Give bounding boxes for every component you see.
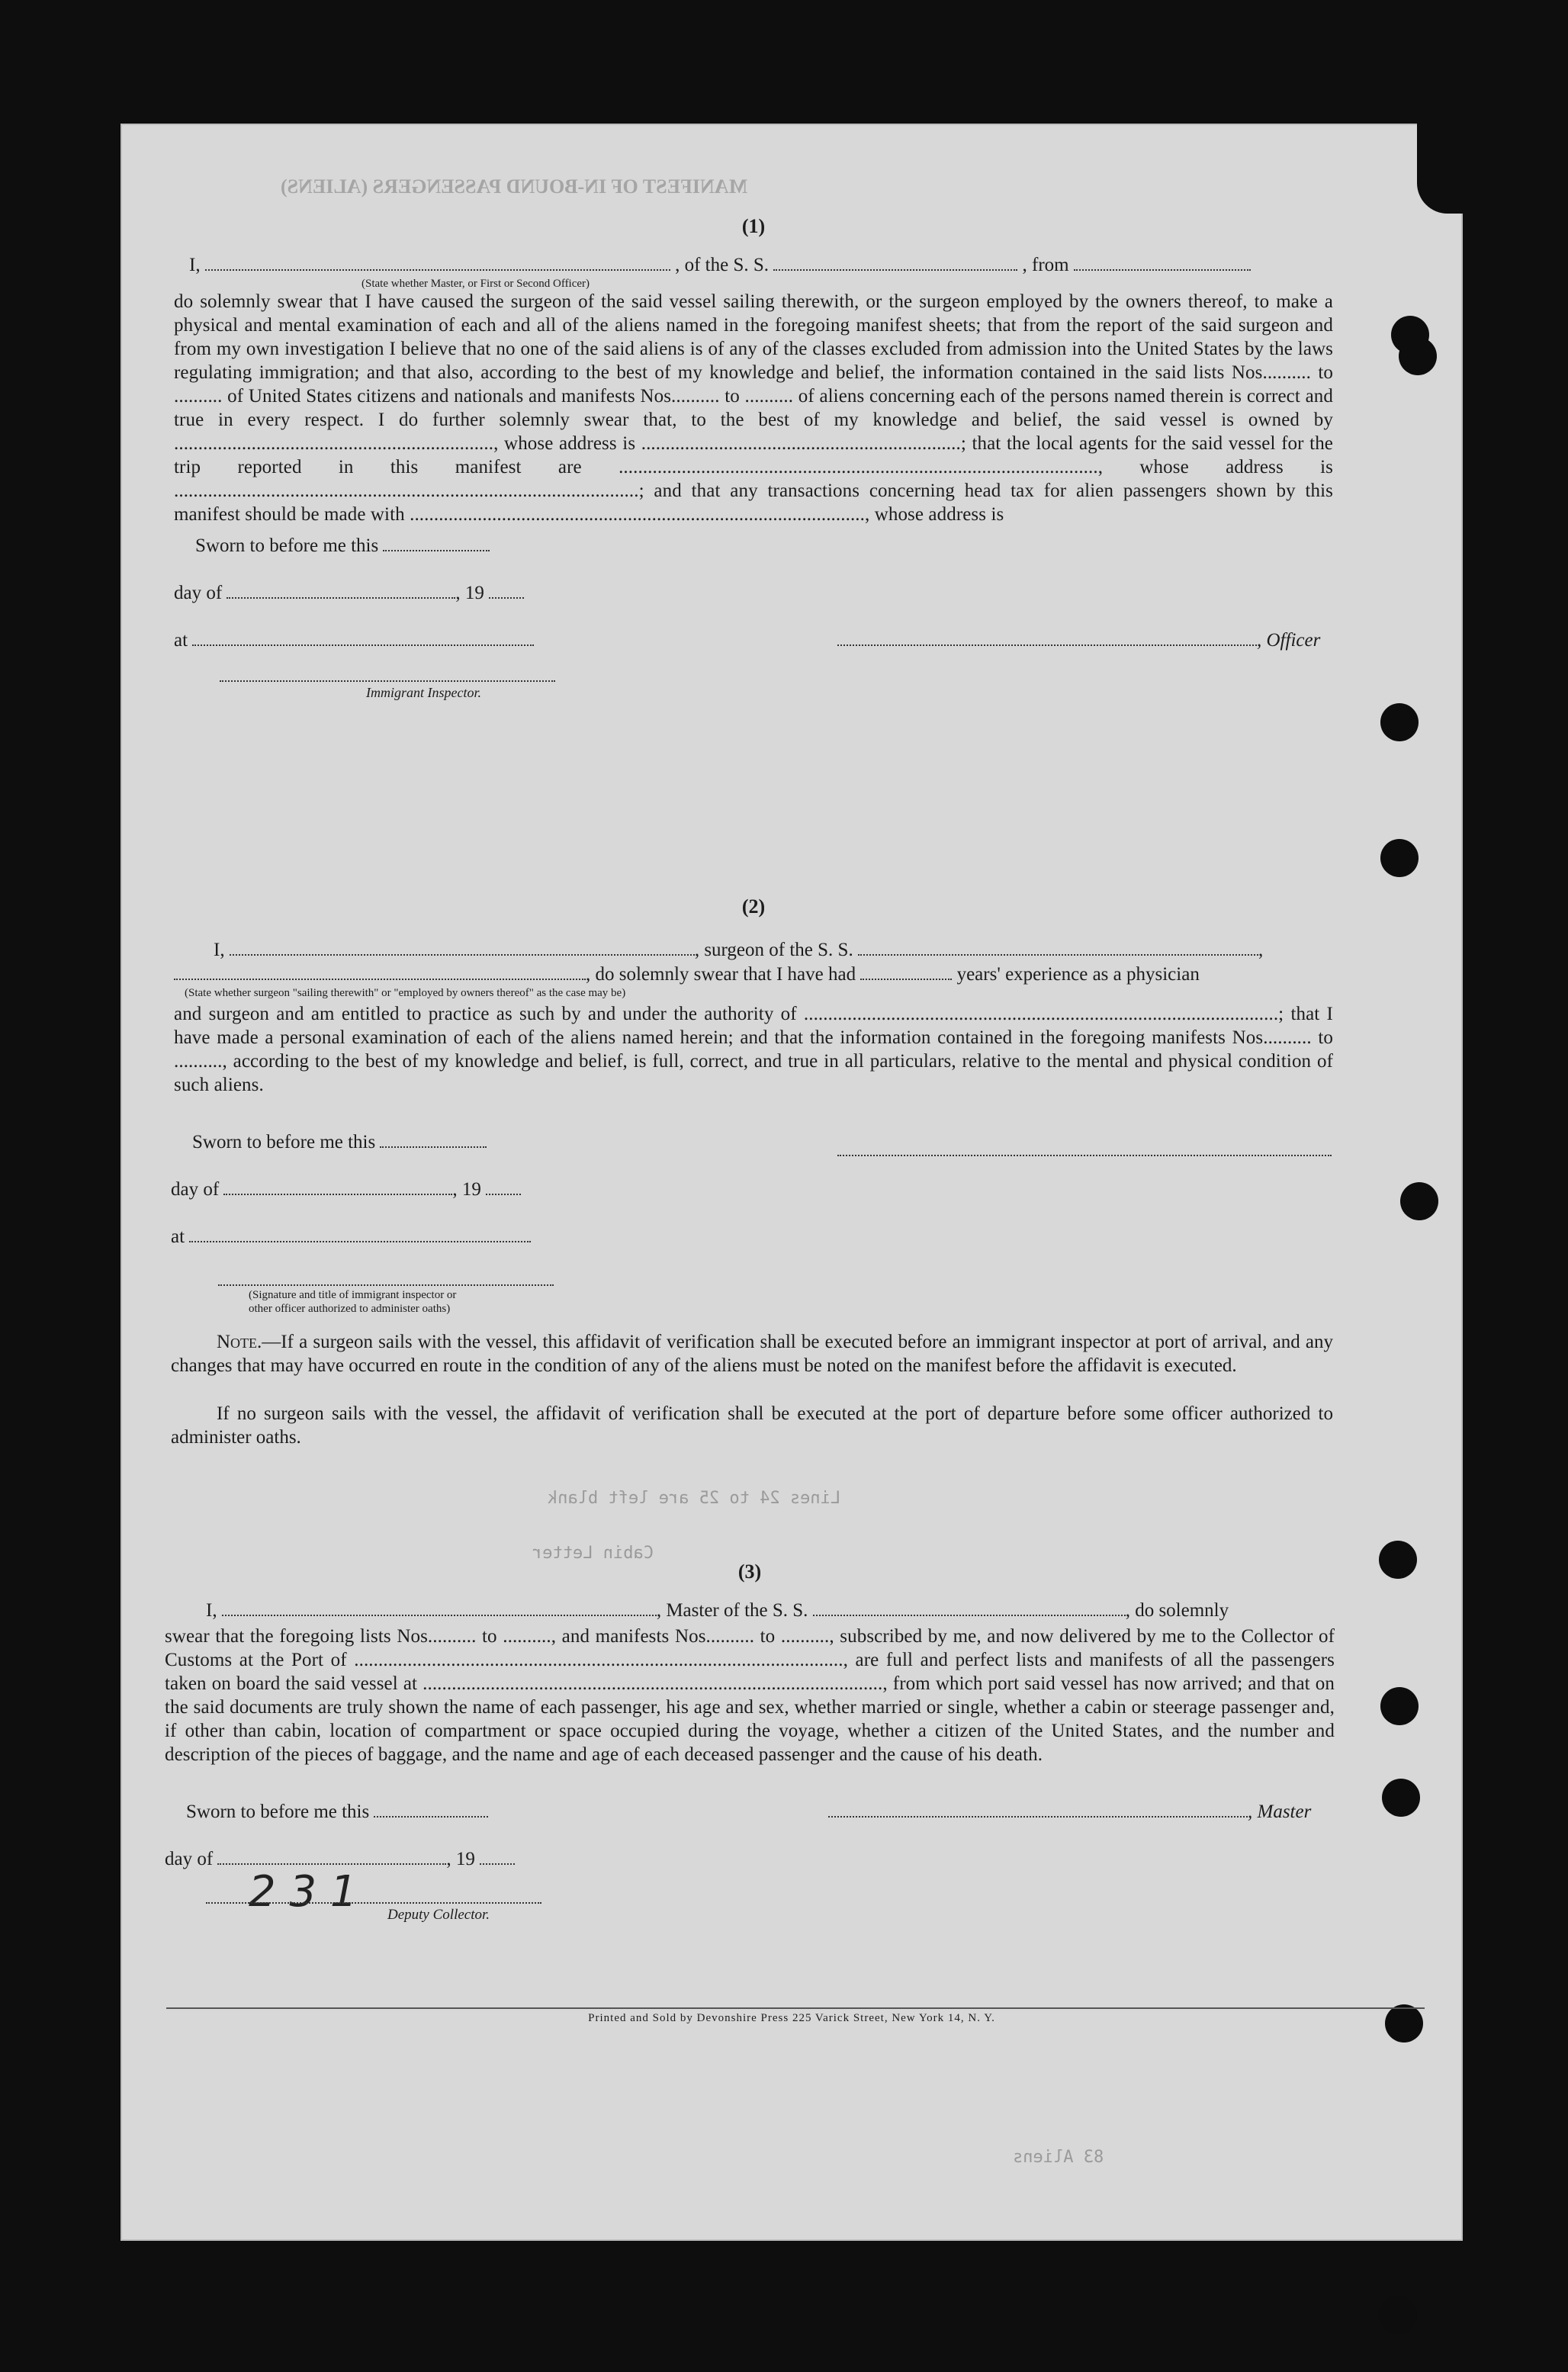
day-of-label: day of bbox=[165, 1849, 214, 1869]
surgeon-signature-field[interactable] bbox=[837, 1153, 1332, 1156]
surgeon-caption: (State whether surgeon "sailing therewith" or "employed by owners thereof" as the case may be) bbox=[185, 987, 626, 999]
punch-hole bbox=[1380, 1687, 1419, 1725]
deputy-caption: Deputy Collector. bbox=[387, 1907, 490, 1923]
punch-hole bbox=[1382, 1779, 1420, 1817]
master-vessel-field[interactable] bbox=[813, 1602, 1126, 1616]
officer-name-line bbox=[189, 255, 1251, 276]
note-paragraph-2: If no surgeon sails with the vessel, the affidavit of verification shall be executed at the port of departure before some officer authorized to administer oaths. bbox=[171, 1403, 1333, 1448]
label-i: I, bbox=[189, 255, 201, 275]
at-label: at bbox=[171, 1226, 185, 1247]
label-years: years' experience as a physician bbox=[956, 964, 1200, 985]
year-field[interactable] bbox=[489, 585, 524, 599]
label-master: , Master of the S. S. bbox=[656, 1600, 808, 1621]
surgeon-status-field[interactable] bbox=[174, 966, 586, 980]
section-surgeon-affidavit bbox=[171, 895, 1333, 1292]
at-label: at bbox=[174, 630, 188, 651]
officer-caption: (State whether Master, or First or Second Officer) bbox=[361, 278, 590, 290]
year-label: , 19 bbox=[455, 583, 484, 603]
section-number: (1) bbox=[741, 215, 766, 237]
sworn-label: Sworn to before me this bbox=[192, 1132, 376, 1152]
master-affidavit-body: do solemnly swear that I have caused the surgeon of the said vessel sailing therewith, or the surgeon employed by the owners thereof, to make a physical and mental examination of each and all of the aliens named in the foregoing manifest sheets; that from the report of the said surgeon and from my own investigation I believe that no one of the said aliens is of any of the classes excluded from admission into the United States by the laws regulating immigration; and that also, according to the best of my knowledge and belief, the information contained in the said lists Nos.......... to .......... of United States citizens and nationals and manifests Nos.......... to .......... of aliens concerning each of the persons named therein is correct and true in every respect. I do further solemnly swear that, to the best of my knowledge and belief, the said vessel is owned by .................................................................., whose address is ..................................................................; that the local agents for the said vessel for the trip reported in this manifest are ..................................................................................................., whose address is ................................................................................................; and that any transactions concerning head tax for alien passengers shown by this manifest should be made with .............................................................................................., whose address is bbox=[174, 291, 1333, 525]
departure-port-field[interactable] bbox=[1074, 257, 1251, 271]
section-master-affidavit bbox=[174, 215, 1333, 718]
label-from: , from bbox=[1022, 255, 1069, 275]
sworn-day-field[interactable] bbox=[383, 538, 490, 551]
punch-hole bbox=[1399, 337, 1437, 375]
manifest-page bbox=[120, 124, 1463, 2241]
punch-hole bbox=[1380, 703, 1419, 741]
day-of-line bbox=[171, 1179, 521, 1200]
deputy-collector-signature-field[interactable] bbox=[206, 1901, 541, 1904]
month-field[interactable] bbox=[227, 585, 455, 599]
label-i: I, bbox=[214, 940, 225, 960]
punch-hole bbox=[1379, 1541, 1417, 1579]
note-label: Note. bbox=[217, 1332, 262, 1352]
master-signature-field[interactable] bbox=[828, 1804, 1248, 1818]
day-of-line bbox=[174, 583, 524, 604]
sworn-label: Sworn to before me this bbox=[195, 535, 379, 556]
location-field[interactable] bbox=[192, 632, 534, 646]
oath-caption-1: (Signature and title of immigrant inspector or bbox=[249, 1289, 457, 1301]
officer-name-field[interactable] bbox=[205, 257, 670, 271]
bleed-through-text: Cabin Letter bbox=[532, 1544, 654, 1563]
section-number: (3) bbox=[737, 1560, 762, 1583]
inspector-signature-field[interactable] bbox=[220, 679, 555, 682]
sworn-line bbox=[195, 535, 490, 557]
oath-caption-2: other officer authorized to administer oaths) bbox=[249, 1303, 451, 1315]
label-of-ss: , of the S. S. bbox=[675, 255, 770, 275]
section-number: (2) bbox=[741, 895, 766, 918]
label-swear: , do solemnly bbox=[1125, 1600, 1229, 1621]
bleed-through-text: Lines 24 to 25 are left blank bbox=[548, 1489, 841, 1508]
year-label: , 19 bbox=[452, 1179, 481, 1200]
at-line bbox=[174, 630, 534, 651]
officer-signature-field[interactable] bbox=[837, 632, 1257, 646]
year-field[interactable] bbox=[480, 1851, 515, 1865]
footer-rule bbox=[166, 2007, 1425, 2009]
master-label: , Master bbox=[1248, 1801, 1312, 1822]
bleed-through-header: MANIFEST OF IN-BOUND PASSENGERS (ALIENS) bbox=[281, 175, 748, 198]
surgeon-vessel-field[interactable] bbox=[858, 942, 1258, 956]
at-line bbox=[171, 1226, 531, 1248]
oath-officer-signature-field[interactable] bbox=[218, 1283, 554, 1286]
label-surgeon: , surgeon of the S. S. bbox=[694, 940, 853, 960]
month-field[interactable] bbox=[217, 1851, 446, 1865]
torn-corner bbox=[1417, 122, 1464, 214]
master-name-line bbox=[206, 1600, 1229, 1622]
day-of-label: day of bbox=[174, 583, 223, 603]
collector-affidavit-body: swear that the foregoing lists Nos.......... to .........., and manifests Nos.......... to .........., subscribed by me, and now delivered by me to the Collector of Customs at the Port of ....................................................................................................., are full and perfect lists and manifests of all the passengers taken on board the said vessel at ..............................................................................................., from which port said vessel has now arrived; and that on the said documents are truly shown the name of each passenger, his age and sex, whether married or single, whether a cabin or steerage passenger and, if other than cabin, location of compartment or space occupied during the voyage, whether a citizen of the United States, and the number and description of the pieces of baggage, and the name and age of each deceased passenger and the cause of his death. bbox=[165, 1626, 1335, 1765]
handwritten-number: 2 3 1 bbox=[249, 1867, 358, 1917]
inspector-caption: Immigrant Inspector. bbox=[366, 685, 481, 700]
month-field[interactable] bbox=[223, 1181, 452, 1195]
label-swear: , do solemnly swear that I have had bbox=[586, 964, 856, 985]
day-of-label: day of bbox=[171, 1179, 220, 1200]
officer-label: , Officer bbox=[1257, 630, 1321, 651]
punch-hole bbox=[1400, 1182, 1438, 1220]
sworn-day-field[interactable] bbox=[374, 1804, 488, 1818]
sworn-day-field[interactable] bbox=[380, 1134, 487, 1148]
year-field[interactable] bbox=[486, 1181, 521, 1195]
punch-hole bbox=[1380, 839, 1419, 877]
vessel-name-field[interactable] bbox=[773, 257, 1017, 271]
surgeon-affidavit-body: and surgeon and am entitled to practice as such by and under the authority of ..................................................................................................; that I have made a personal examination of each of the aliens named herein; and that the information contained in the foregoing manifests Nos.......... to .........., according to the best of my knowledge and belief, is full, correct, and true in all particulars, relative to the mental and physical condition of such aliens. bbox=[174, 1004, 1333, 1095]
location-field[interactable] bbox=[189, 1229, 531, 1242]
note-text: —If a surgeon sails with the vessel, this affidavit of verification shall be executed before an immigrant inspector at port of arrival, and any changes that may have occurred en route in the condition of any of the aliens must be noted on the manifest before the affidavit is executed. bbox=[171, 1332, 1333, 1376]
printer-footer: Printed and Sold by Devonshire Press 225 Varick Street, New York 14, N. Y. bbox=[588, 2012, 995, 2024]
punch-hole bbox=[1379, 2296, 1417, 2334]
surgeon-name-line: I, , surgeon of the S. S. , bbox=[214, 940, 1264, 960]
officer-signature-line bbox=[837, 630, 1320, 651]
years-experience-field[interactable] bbox=[860, 966, 952, 980]
note-paragraph bbox=[171, 1330, 1333, 1377]
master-name-field[interactable] bbox=[222, 1602, 657, 1616]
surgeon-name-field[interactable] bbox=[230, 942, 695, 956]
bleed-through-text: 83 Aliens bbox=[1013, 2148, 1104, 2167]
year-label: , 19 bbox=[446, 1849, 475, 1869]
sworn-line bbox=[192, 1132, 487, 1153]
sworn-label: Sworn to before me this bbox=[186, 1801, 370, 1822]
surgeon-experience-line bbox=[174, 964, 1200, 985]
label-i: I, bbox=[206, 1600, 217, 1621]
sworn-line bbox=[186, 1801, 488, 1823]
master-signature-line bbox=[828, 1801, 1311, 1823]
